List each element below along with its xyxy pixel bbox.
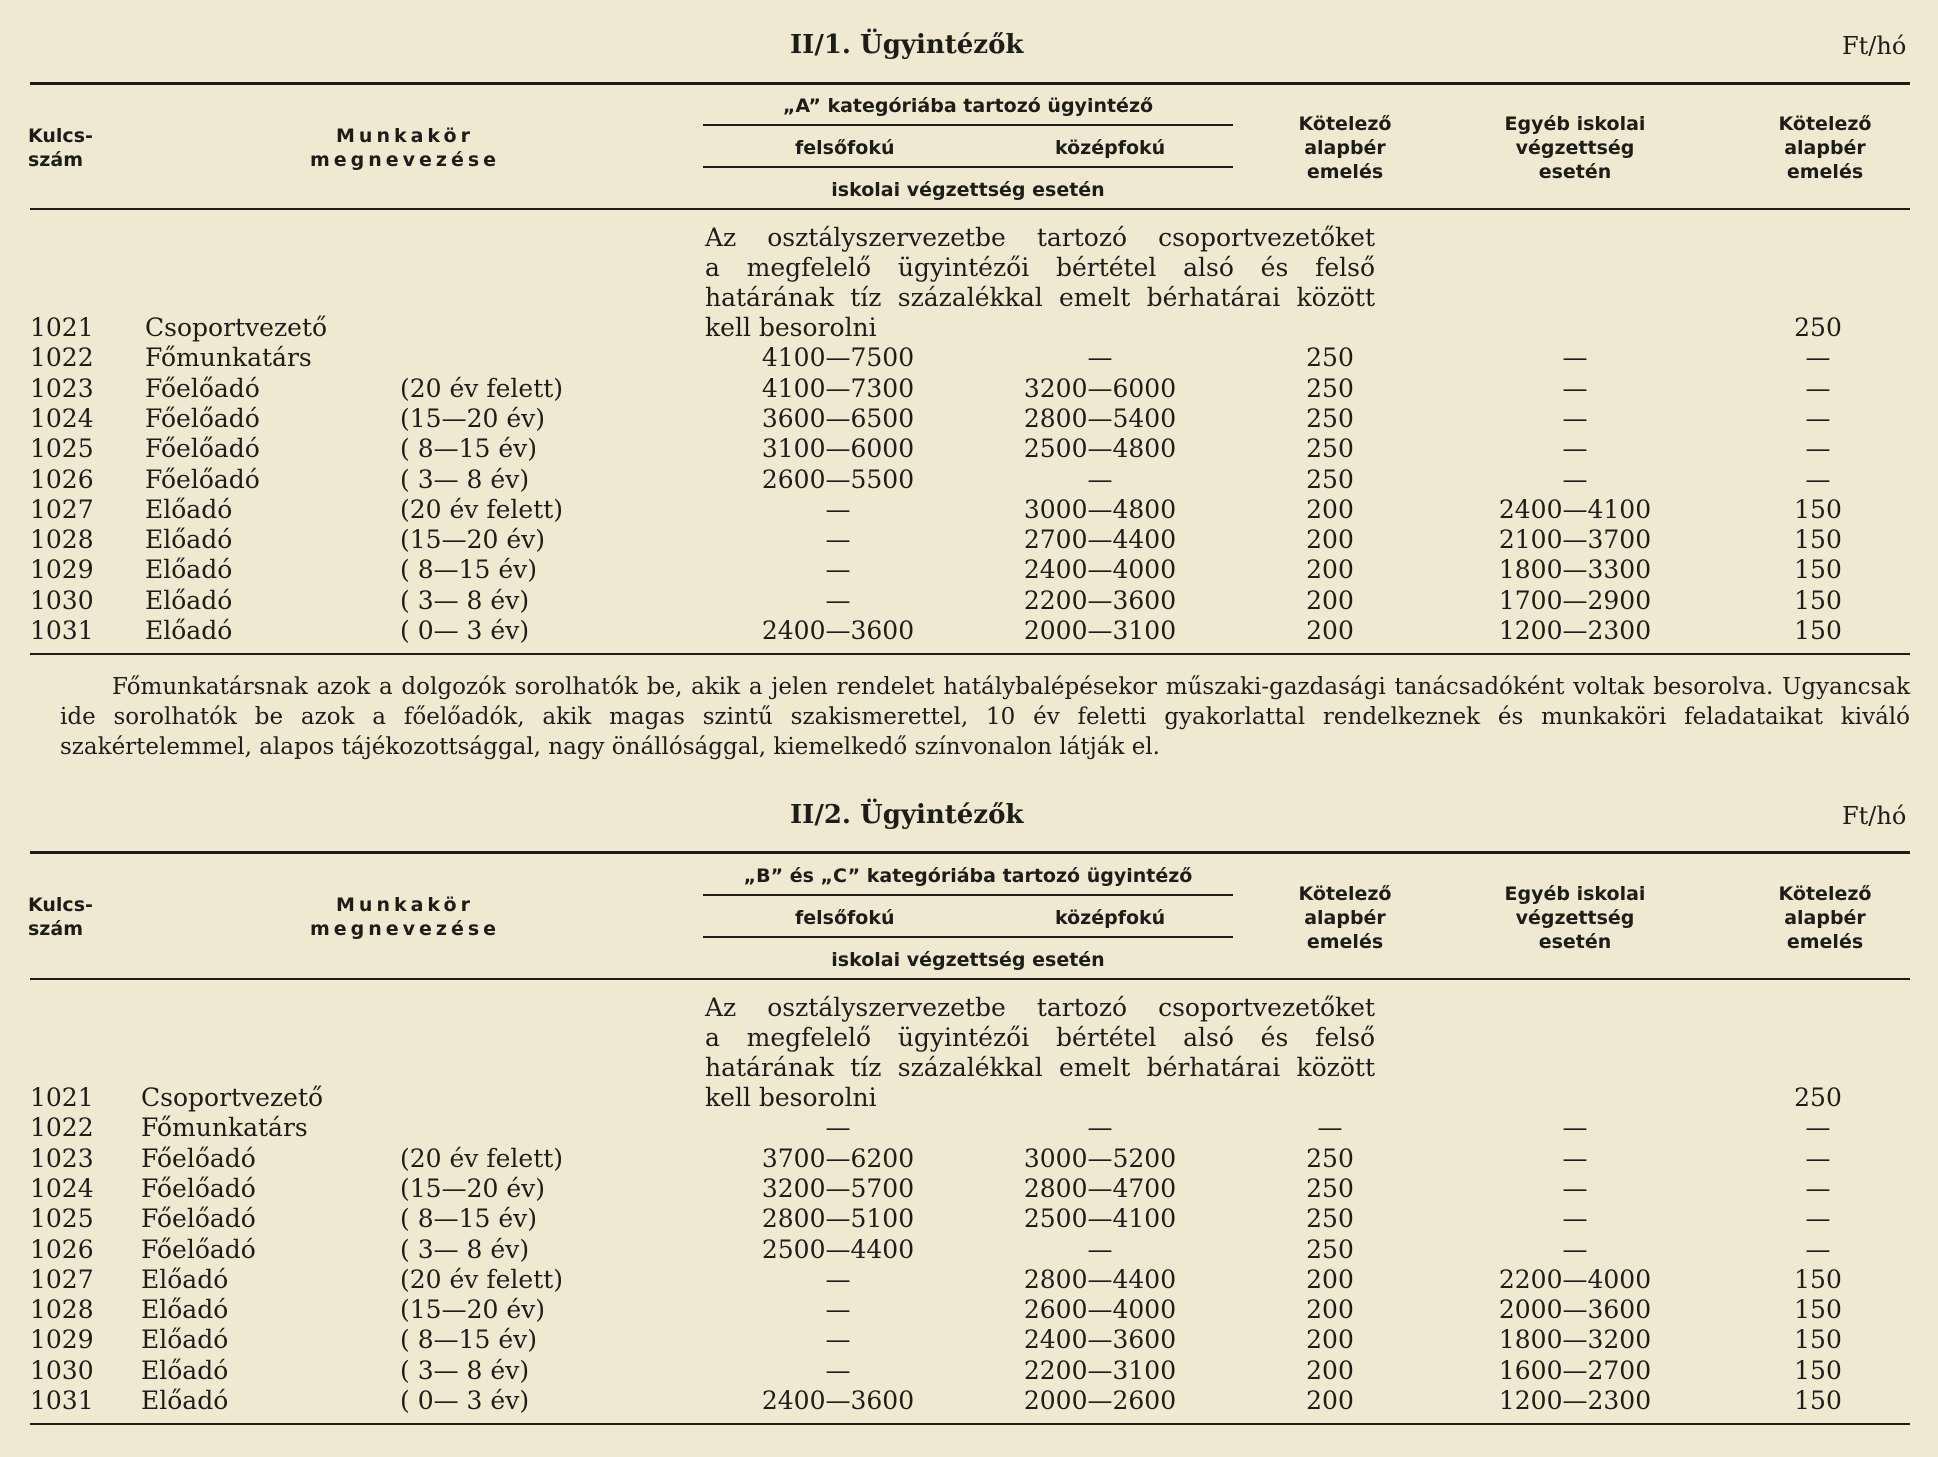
- cell-higher: —: [825, 555, 851, 585]
- table-row: [0, 1265, 1938, 1295]
- cell-raise2: 150: [1794, 525, 1842, 555]
- table-row: [0, 313, 1938, 343]
- cell-key: 1026: [30, 464, 94, 494]
- table-row: [0, 1325, 1938, 1355]
- cell-key: 1023: [30, 373, 94, 403]
- cell-secondary: —: [1087, 1234, 1113, 1264]
- cell-name: Előadó: [145, 555, 233, 585]
- cell-raise2: —: [1805, 434, 1831, 464]
- table-row: [0, 616, 1938, 646]
- cell-note: ( 0— 3 év): [400, 1386, 530, 1415]
- cell-raise2: —: [1805, 464, 1831, 494]
- cell-raise2: 150: [1794, 1355, 1842, 1385]
- cell-raise2: 150: [1794, 494, 1842, 524]
- cell-name: Csoportvezető: [145, 313, 328, 342]
- cell-raise2: 150: [1794, 1295, 1842, 1325]
- section-1-job-header: Munkakör megnevezése: [309, 125, 501, 171]
- section-1-raise2-header: Kötelező alapbér emelés: [1778, 113, 1872, 183]
- cell-name: Főmunkatárs: [141, 1113, 308, 1143]
- section-2-group-leader-note: Az osztályszervezetbe tartozó csoportvezetőket a megfelelő ügyintézői bértétel alsó és felső határának tíz százalékkal emelt bérhatárai között kell besorolni: [705, 993, 1375, 1112]
- cell-raise2: 150: [1794, 555, 1842, 585]
- cell-raise1: 200: [1306, 585, 1354, 615]
- table-row: [0, 343, 1938, 373]
- cell-note: (20 év felett): [400, 1264, 564, 1294]
- cell-higher: 4100—7500: [761, 343, 915, 373]
- cell-secondary: 2400—4000: [1023, 555, 1177, 585]
- cell-higher: 4100—7300: [761, 373, 915, 403]
- cell-higher: —: [825, 1325, 851, 1355]
- cell-name: Előadó: [141, 1355, 229, 1385]
- cell-raise2: —: [1805, 1234, 1831, 1264]
- cell-name: Főelőadó: [141, 1143, 256, 1173]
- cell-key: 1031: [30, 616, 94, 645]
- cell-other: —: [1562, 1143, 1588, 1173]
- section-1-bottom-rule: [30, 653, 1910, 655]
- section-2-education-rule: [703, 936, 1233, 938]
- section-2-unit: Ft/hó: [1842, 802, 1907, 830]
- cell-other: —: [1562, 403, 1588, 433]
- section-2-secondary-header: középfokú: [1055, 907, 1166, 929]
- cell-name: Előadó: [145, 494, 233, 524]
- cell-other: 2100—3700: [1498, 525, 1652, 555]
- cell-higher: 2500—4400: [761, 1234, 915, 1264]
- cell-other: 1800—3300: [1498, 555, 1652, 585]
- cell-secondary: 3000—5200: [1023, 1143, 1177, 1173]
- cell-key: 1030: [30, 1355, 94, 1385]
- section-2-key-header: Kulcs- szám: [28, 894, 93, 940]
- cell-higher: —: [825, 1113, 851, 1143]
- cell-raise1: 250: [1306, 1143, 1354, 1173]
- cell-raise1: 200: [1306, 525, 1354, 555]
- cell-raise1: 250: [1306, 1204, 1354, 1234]
- cell-other: —: [1562, 464, 1588, 494]
- cell-note: (15—20 év): [400, 525, 545, 555]
- cell-note: ( 8—15 év): [400, 1325, 538, 1355]
- cell-other: —: [1562, 1204, 1588, 1234]
- cell-raise2: —: [1805, 1143, 1831, 1173]
- cell-name: Főelőadó: [145, 464, 260, 494]
- cell-raise1: 250: [1306, 1173, 1354, 1203]
- cell-key: 1022: [30, 1113, 94, 1143]
- cell-higher: —: [825, 1355, 851, 1385]
- cell-secondary: —: [1087, 1113, 1113, 1143]
- cell-secondary: 2500—4800: [1023, 434, 1177, 464]
- cell-secondary: 2500—4100: [1023, 1204, 1177, 1234]
- table-row: [0, 1113, 1938, 1143]
- cell-secondary: 2200—3100: [1023, 1355, 1177, 1385]
- cell-key: 1027: [30, 494, 94, 524]
- section-1-group-leader-note: Az osztályszervezetbe tartozó csoportvezetőket a megfelelő ügyintézői bértétel alsó és felső határának tíz százalékkal emelt bérhatárai között kell besorolni: [705, 223, 1375, 342]
- cell-raise2: 250: [1794, 1083, 1842, 1112]
- table-row: [0, 586, 1938, 616]
- cell-key: 1025: [30, 434, 94, 464]
- cell-secondary: 2800—5400: [1023, 403, 1177, 433]
- section-1-category-rule: [703, 124, 1233, 126]
- cell-note: ( 3— 8 év): [400, 1355, 530, 1385]
- section-1-education-rule: [703, 166, 1233, 168]
- cell-name: Előadó: [141, 1264, 229, 1294]
- section-2-category-rule: [703, 894, 1233, 896]
- cell-higher: 2400—3600: [761, 616, 915, 645]
- cell-other: 2000—3600: [1498, 1295, 1652, 1325]
- cell-key: 1029: [30, 555, 94, 585]
- cell-name: Főmunkatárs: [145, 343, 312, 373]
- cell-higher: —: [825, 585, 851, 615]
- table-row: [0, 1235, 1938, 1265]
- cell-name: Főelőadó: [145, 434, 260, 464]
- cell-note: ( 3— 8 év): [400, 464, 530, 494]
- cell-key: 1027: [30, 1264, 94, 1294]
- explanatory-paragraph: Főmunkatársnak azok a dolgozók sorolhatók be, akik a jelen rendelet hatálybalépésekor műszaki-gazdasági tanácsadóként voltak besorolva. Ugyancsak ide sorolhatók be azok a főelőadók, akik magas szintű szakismerettel, 10 év feletti gyakorlattal rendelkeznek és munkaköri feladataikat kiváló szakértelemmel, alapos tájékozottsággal, nagy önállósággal, kiemelkedő színvonalon látják el.: [60, 674, 1910, 760]
- section-2-header-rule: [30, 978, 1910, 980]
- section-2-top-rule: [30, 851, 1910, 854]
- cell-raise1: 200: [1306, 616, 1354, 645]
- section-1-education-header: iskolai végzettség esetén: [831, 179, 1105, 201]
- cell-raise1: 250: [1306, 343, 1354, 373]
- cell-secondary: 2700—4400: [1023, 525, 1177, 555]
- section-1-secondary-header: középfokú: [1055, 137, 1166, 159]
- section-1-unit: Ft/hó: [1842, 32, 1907, 60]
- cell-key: 1028: [30, 525, 94, 555]
- cell-other: 1600—2700: [1498, 1355, 1652, 1385]
- cell-secondary: 2200—3600: [1023, 585, 1177, 615]
- cell-higher: 2400—3600: [761, 1386, 915, 1415]
- cell-raise2: 150: [1794, 1325, 1842, 1355]
- cell-raise2: —: [1805, 1173, 1831, 1203]
- section-2-raise1-header: Kötelező alapbér emelés: [1298, 883, 1392, 953]
- cell-higher: 3700—6200: [761, 1143, 915, 1173]
- cell-other: —: [1562, 343, 1588, 373]
- section-1-raise1-header: Kötelező alapbér emelés: [1298, 113, 1392, 183]
- table-row: [0, 374, 1938, 404]
- cell-raise1: 250: [1306, 403, 1354, 433]
- cell-note: (15—20 év): [400, 403, 545, 433]
- cell-raise2: —: [1805, 373, 1831, 403]
- cell-raise1: 200: [1306, 1386, 1354, 1415]
- cell-raise2: 250: [1794, 313, 1842, 342]
- table-row: [0, 465, 1938, 495]
- cell-secondary: —: [1087, 464, 1113, 494]
- cell-raise2: 150: [1794, 616, 1842, 645]
- cell-raise2: —: [1805, 343, 1831, 373]
- cell-raise1: —: [1317, 1113, 1343, 1143]
- cell-secondary: 2600—4000: [1023, 1295, 1177, 1325]
- cell-name: Előadó: [141, 1386, 229, 1415]
- cell-note: (20 év felett): [400, 494, 564, 524]
- cell-key: 1021: [30, 1083, 94, 1112]
- cell-higher: —: [825, 1295, 851, 1325]
- cell-raise1: 250: [1306, 434, 1354, 464]
- cell-note: (15—20 év): [400, 1173, 545, 1203]
- cell-name: Előadó: [141, 1295, 229, 1325]
- section-2-category-header: „B” és „C” kategóriába tartozó ügyintéző: [743, 865, 1193, 887]
- table-row: [0, 1356, 1938, 1386]
- cell-raise2: 150: [1794, 1264, 1842, 1294]
- cell-raise2: 150: [1794, 1386, 1842, 1415]
- cell-other: 1200—2300: [1498, 1386, 1652, 1415]
- cell-key: 1022: [30, 343, 94, 373]
- cell-raise1: 250: [1306, 464, 1354, 494]
- cell-other: —: [1562, 434, 1588, 464]
- cell-name: Előadó: [145, 616, 233, 645]
- cell-other: 2400—4100: [1498, 494, 1652, 524]
- cell-higher: 2800—5100: [761, 1204, 915, 1234]
- cell-note: (20 év felett): [400, 373, 564, 403]
- cell-key: 1029: [30, 1325, 94, 1355]
- section-1-top-rule: [30, 82, 1910, 85]
- cell-key: 1026: [30, 1234, 94, 1264]
- cell-higher: 3200—5700: [761, 1173, 915, 1203]
- section-2-other-header: Egyéb iskolai végzettség esetén: [1504, 883, 1646, 953]
- cell-other: 1800—3200: [1498, 1325, 1652, 1355]
- cell-note: ( 8—15 év): [400, 434, 538, 464]
- table-row: [0, 1083, 1938, 1113]
- cell-name: Főelőadó: [141, 1204, 256, 1234]
- cell-key: 1021: [30, 313, 94, 342]
- section-2-raise2-header: Kötelező alapbér emelés: [1778, 883, 1872, 953]
- cell-secondary: 2800—4400: [1023, 1264, 1177, 1294]
- section-2-bottom-rule: [30, 1423, 1910, 1425]
- cell-note: ( 3— 8 év): [400, 1234, 530, 1264]
- section-2-education-header: iskolai végzettség esetén: [831, 949, 1105, 971]
- section-2-title: II/2. Ügyintézők: [790, 800, 1024, 830]
- cell-secondary: 3000—4800: [1023, 494, 1177, 524]
- cell-secondary: 2400—3600: [1023, 1325, 1177, 1355]
- cell-note: ( 0— 3 év): [400, 616, 530, 645]
- cell-higher: 3600—6500: [761, 403, 915, 433]
- cell-key: 1023: [30, 1143, 94, 1173]
- cell-other: —: [1562, 1234, 1588, 1264]
- cell-other: 2200—4000: [1498, 1264, 1652, 1294]
- cell-raise1: 200: [1306, 1264, 1354, 1294]
- cell-raise1: 250: [1306, 373, 1354, 403]
- cell-other: —: [1562, 373, 1588, 403]
- cell-higher: —: [825, 525, 851, 555]
- cell-raise1: 200: [1306, 494, 1354, 524]
- cell-raise2: —: [1805, 403, 1831, 433]
- cell-higher: —: [825, 494, 851, 524]
- section-1-header-rule: [30, 208, 1910, 210]
- cell-key: 1031: [30, 1386, 94, 1415]
- table-row: [0, 404, 1938, 434]
- cell-key: 1030: [30, 585, 94, 615]
- cell-note: ( 8—15 év): [400, 555, 538, 585]
- cell-name: Előadó: [145, 585, 233, 615]
- cell-other: —: [1562, 1173, 1588, 1203]
- cell-secondary: 2000—2600: [1023, 1386, 1177, 1415]
- section-2-job-header: Munkakör megnevezése: [309, 894, 501, 940]
- section-1-title: II/1. Ügyintézők: [790, 30, 1024, 60]
- cell-key: 1025: [30, 1204, 94, 1234]
- section-1-key-header: Kulcs- szám: [28, 125, 93, 171]
- table-row: [0, 434, 1938, 464]
- cell-other: —: [1562, 1113, 1588, 1143]
- table-row: [0, 1174, 1938, 1204]
- section-2-higher-header: felsőfokú: [795, 907, 895, 929]
- cell-note: ( 8—15 év): [400, 1204, 538, 1234]
- table-row: [0, 555, 1938, 585]
- section-1-other-header: Egyéb iskolai végzettség esetén: [1504, 113, 1646, 183]
- cell-secondary: —: [1087, 343, 1113, 373]
- cell-raise1: 200: [1306, 1355, 1354, 1385]
- cell-higher: —: [825, 1264, 851, 1294]
- cell-key: 1024: [30, 403, 94, 433]
- cell-name: Előadó: [145, 525, 233, 555]
- table-row: [0, 1386, 1938, 1416]
- cell-name: Főelőadó: [145, 373, 260, 403]
- cell-key: 1024: [30, 1173, 94, 1203]
- cell-note: ( 3— 8 év): [400, 585, 530, 615]
- cell-higher: 2600—5500: [761, 464, 915, 494]
- section-1-category-header: „A” kategóriába tartozó ügyintéző: [782, 95, 1154, 117]
- cell-key: 1028: [30, 1295, 94, 1325]
- cell-name: Csoportvezető: [141, 1083, 324, 1112]
- table-row: [0, 1144, 1938, 1174]
- cell-raise1: 200: [1306, 555, 1354, 585]
- cell-raise1: 200: [1306, 1325, 1354, 1355]
- table-row: [0, 1204, 1938, 1234]
- cell-other: 1700—2900: [1498, 585, 1652, 615]
- cell-other: 1200—2300: [1498, 616, 1652, 645]
- cell-raise1: 200: [1306, 1295, 1354, 1325]
- cell-name: Előadó: [141, 1325, 229, 1355]
- cell-raise2: 150: [1794, 585, 1842, 615]
- cell-name: Főelőadó: [141, 1234, 256, 1264]
- cell-higher: 3100—6000: [761, 434, 915, 464]
- cell-note: (20 év felett): [400, 1143, 564, 1173]
- cell-secondary: 2000—3100: [1023, 616, 1177, 645]
- cell-raise2: —: [1805, 1204, 1831, 1234]
- cell-name: Főelőadó: [141, 1173, 256, 1203]
- cell-name: Főelőadó: [145, 403, 260, 433]
- cell-secondary: 2800—4700: [1023, 1173, 1177, 1203]
- cell-secondary: 3200—6000: [1023, 373, 1177, 403]
- table-row: [0, 525, 1938, 555]
- cell-raise1: 250: [1306, 1234, 1354, 1264]
- section-1-higher-header: felsőfokú: [795, 137, 895, 159]
- cell-raise2: —: [1805, 1113, 1831, 1143]
- table-row: [0, 1295, 1938, 1325]
- cell-note: (15—20 év): [400, 1295, 545, 1325]
- table-row: [0, 495, 1938, 525]
